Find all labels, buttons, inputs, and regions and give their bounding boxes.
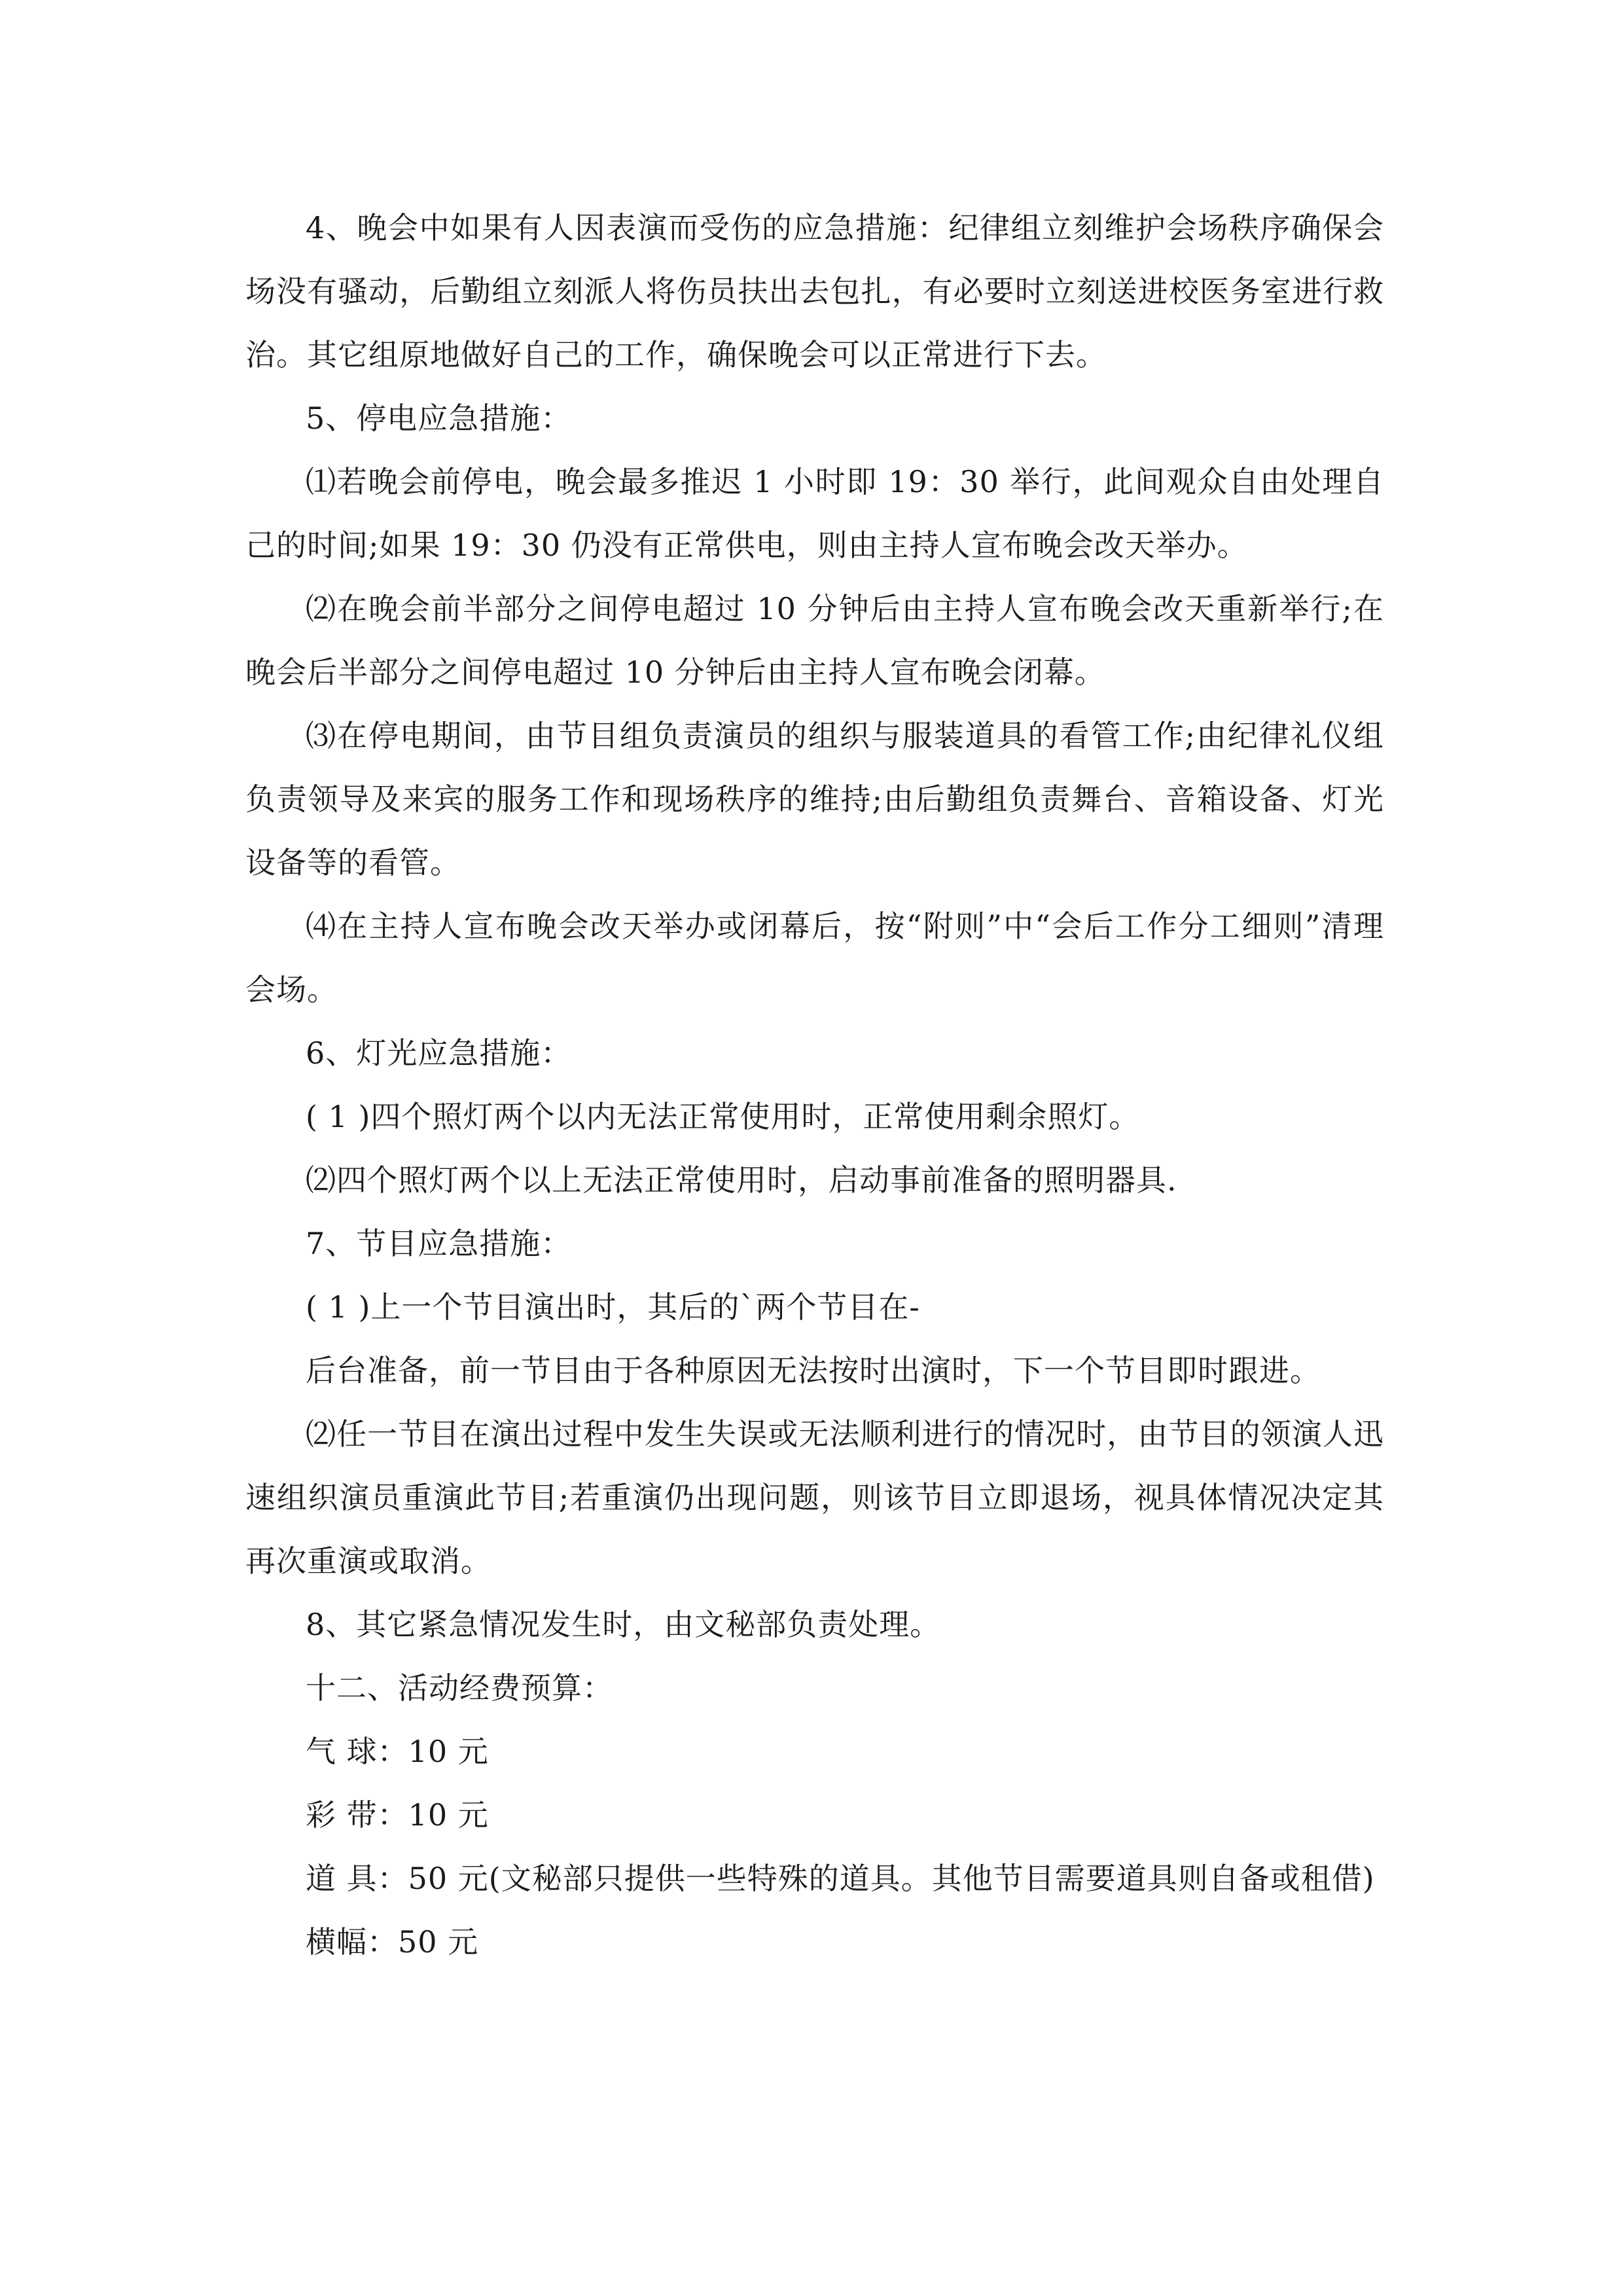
budget-props: 道 具：50 元(文秘部只提供一些特殊的道具。其他节目需要道具则自备或租借) [306, 1861, 1375, 1896]
paragraph-outage-duties: ⑶在停电期间，由节目组负责演员的组织与服装道具的看管工作;由纪律礼仪组负责领导及来宾的服务工作和现场秩序的维持;由后勤组负责舞台、音箱设备、灯光设备等的看管。 [245, 718, 1384, 880]
paragraph-lighting-2: ⑵四个照灯两个以上无法正常使用时，启动事前准备的照明器具. [306, 1162, 1177, 1198]
paragraph-other-emergency: 8、其它紧急情况发生时，由文秘部负责处理。 [306, 1607, 941, 1642]
budget-ribbons: 彩 带：10 元 [306, 1797, 489, 1833]
heading-program: 7、节目应急措施： [306, 1226, 572, 1261]
paragraph-injury-emergency: 4、晚会中如果有人因表演而受伤的应急措施：纪律组立刻维护会场秩序确保会场没有骚动，后勤组立刻派人将伤员扶出去包扎，有必要时立刻送进校医务室进行救治。其它组原地做好自己的工作，确保晚会可以正常进行下去。 [245, 210, 1384, 372]
paragraph-lighting-1: ( 1 )四个照灯两个以内无法正常使用时，正常使用剩余照灯。 [306, 1099, 1140, 1134]
paragraph-outage-cleanup: ⑷在主持人宣布晚会改天举办或闭幕后，按“附则”中“会后工作分工细则”清理会场。 [245, 908, 1384, 1007]
heading-budget: 十二、活动经费预算： [306, 1670, 613, 1706]
heading-lighting: 6、灯光应急措施： [306, 1035, 572, 1071]
paragraph-program-2: ⑵任一节目在演出过程中发生失误或无法顺利进行的情况时，由节目的领演人迅速组织演员重演此节目;若重演仍出现问题，则该节目立即退场，视具体情况决定其再次重演或取消。 [245, 1416, 1384, 1579]
heading-power-outage: 5、停电应急措施： [306, 401, 572, 436]
paragraph-program-1: ( 1 )上一个节目演出时，其后的`两个节目在- [306, 1289, 920, 1325]
budget-balloons: 气 球：10 元 [306, 1734, 489, 1769]
paragraph-outage-before: ⑴若晚会前停电，晚会最多推迟 1 小时即 19：30 举行，此间观众自由处理自己的时间;如果 19：30 仍没有正常供电，则由主持人宣布晚会改天举办。 [245, 464, 1384, 563]
paragraph-outage-during: ⑵在晚会前半部分之间停电超过 10 分钟后由主持人宣布晚会改天重新举行;在晚会后半部分之间停电超过 10 分钟后由主持人宣布晚会闭幕。 [245, 591, 1384, 690]
paragraph-program-1-cont: 后台准备，前一节目由于各种原因无法按时出演时，下一个节目即时跟进。 [306, 1353, 1321, 1388]
document-body [245, 196, 1384, 1974]
budget-banner: 横幅：50 元 [306, 1924, 479, 1960]
